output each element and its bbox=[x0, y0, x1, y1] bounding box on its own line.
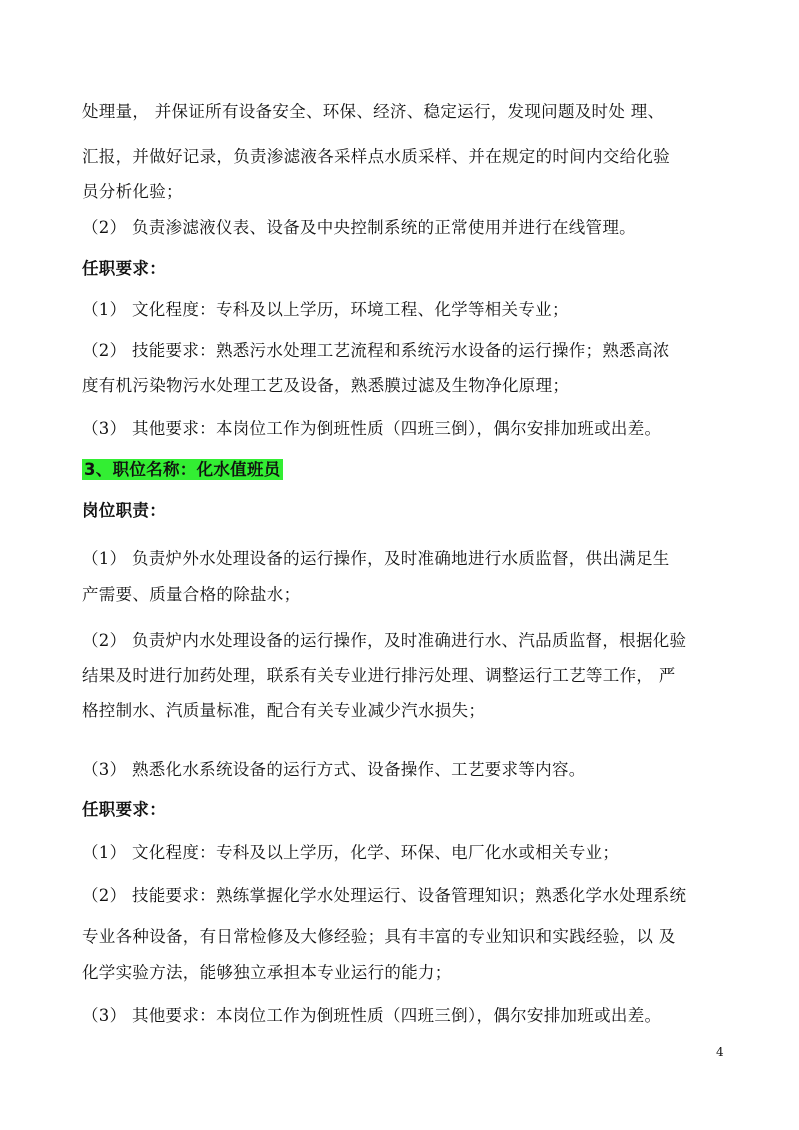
text-line: （3） 其他要求：本岗位工作为倒班性质（四班三倒），偶尔安排加班或出差。 bbox=[82, 419, 662, 438]
text-line: 汇报，并做好记录，负责渗滤液各采样点水质采样、并在规定的时间内交给化验 bbox=[82, 147, 670, 166]
text-line: 产需要、质量合格的除盐水； bbox=[82, 585, 301, 604]
position-title bbox=[82, 459, 283, 481]
text-line: （3） 熟悉化水系统设备的运行方式、设备操作、工艺要求等内容。 bbox=[82, 760, 586, 779]
text-line: （2） 技能要求：熟练掌握化学水处理运行、设备管理知识；熟悉化学水处理系统 bbox=[82, 886, 687, 905]
text-line: 格控制水、汽质量标准，配合有关专业减少汽水损失； bbox=[82, 701, 486, 720]
section-heading: 任职要求： bbox=[82, 259, 166, 278]
section-heading: 任职要求： bbox=[82, 800, 166, 819]
text-line: （1） 负责炉外水处理设备的运行操作，及时准确地进行水质监督，供出满足生 bbox=[82, 549, 670, 568]
text-line: （3） 其他要求：本岗位工作为倒班性质（四班三倒），偶尔安排加班或出差。 bbox=[82, 1006, 662, 1025]
page-number: 4 bbox=[716, 1045, 724, 1059]
text-line: 专业各种设备，有日常检修及大修经验；具有丰富的专业知识和实践经验，以 及 bbox=[82, 927, 676, 946]
text-line: （2） 负责渗滤液仪表、设备及中央控制系统的正常使用并进行在线管理。 bbox=[82, 218, 636, 237]
text-line: （1） 文化程度：专科及以上学历，化学、环保、电厂化水或相关专业； bbox=[82, 843, 620, 862]
highlighted-title: 3、职位名称：化水值班员 bbox=[84, 460, 281, 479]
text-line: （2） 负责炉内水处理设备的运行操作，及时准确进行水、汽品质监督，根据化验 bbox=[82, 631, 687, 650]
text-line: 度有机污染物污水处理工艺及设备，熟悉膜过滤及生物净化原理； bbox=[82, 376, 570, 395]
text-line: 化学实验方法，能够独立承担本专业运行的能力； bbox=[82, 963, 452, 982]
text-line: 结果及时进行加药处理，联系有关专业进行排污处理、调整运行工艺等工作， 严 bbox=[82, 666, 676, 685]
text-line: （2） 技能要求：熟悉污水处理工艺流程和系统污水设备的运行操作；熟悉高浓 bbox=[82, 341, 670, 360]
text-line: 员分析化验； bbox=[82, 182, 183, 201]
text-line: 处理量， 并保证所有设备安全、环保、经济、稳定运行，发现问题及时处 理、 bbox=[82, 102, 665, 121]
text-line: （1） 文化程度：专科及以上学历，环境工程、化学等相关专业； bbox=[82, 300, 569, 319]
section-heading: 岗位职责： bbox=[82, 501, 166, 520]
